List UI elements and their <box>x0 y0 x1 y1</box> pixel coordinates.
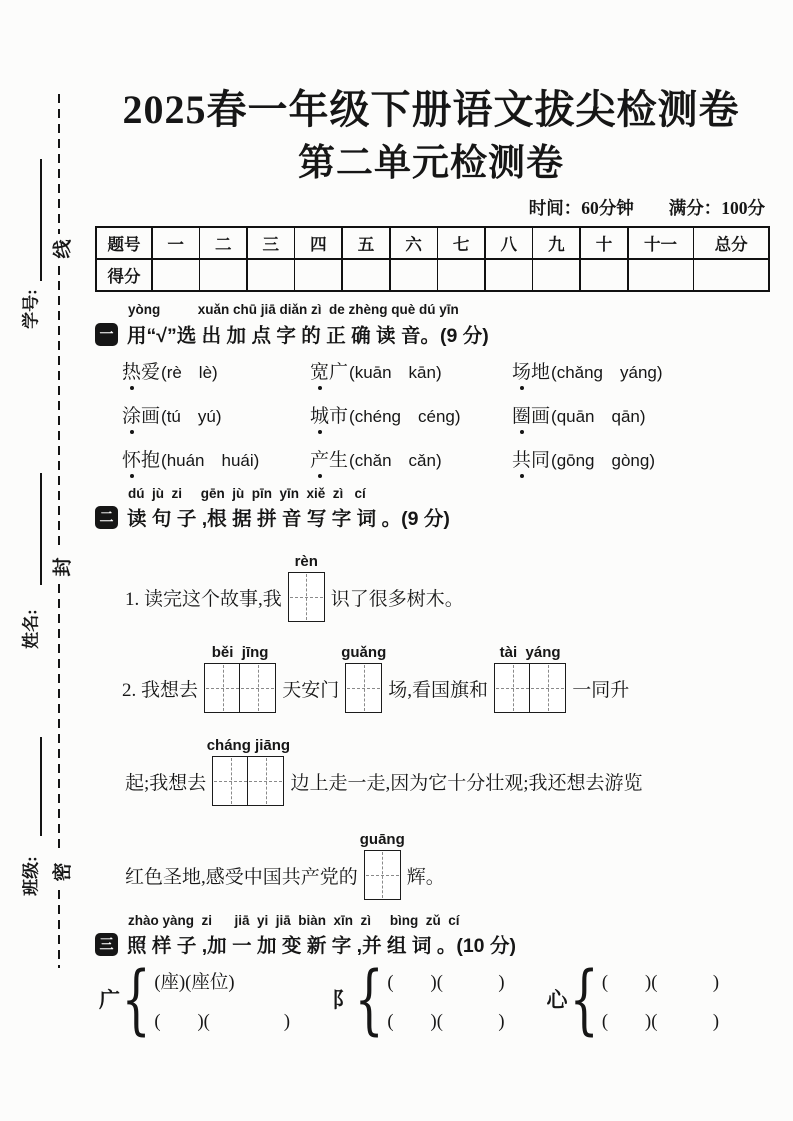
sentence-text: 2. 我想去 <box>122 679 199 701</box>
answer-rows <box>602 968 719 1031</box>
seal-line-segment <box>58 584 60 854</box>
pinyin-options[interactable]: (huán huái) <box>161 451 260 470</box>
question-col-header: 四 <box>295 228 341 258</box>
q1-heading-text: 用“√”选 出 加 点 字 的 正 确 读 音。(9 分) <box>127 325 489 347</box>
question-col-header: 七 <box>438 228 484 258</box>
word-item <box>512 357 742 385</box>
q2-heading-pinyin: dú jù zi gēn jù pīn yīn xiě zì cí <box>128 486 366 501</box>
pinyin-label: guǎng <box>341 644 387 661</box>
q2-number-icon: 二 <box>95 506 118 529</box>
writing-box[interactable] <box>364 850 401 900</box>
example-answer: (座)(座位) <box>154 972 235 993</box>
score-cell[interactable] <box>295 260 341 290</box>
q1-number-icon: 一 <box>95 323 118 346</box>
q3-heading-pinyin: zhào yàng zi jiā yi jiā biàn xīn zì bìng zǔ cí <box>128 913 460 928</box>
pinyin-label: guāng <box>359 831 405 848</box>
writing-box[interactable] <box>529 663 566 713</box>
sentence-text: 红色圣地,感受中国共产党的 <box>125 866 358 888</box>
score-cell[interactable] <box>486 260 532 290</box>
writing-box[interactable] <box>288 572 325 622</box>
writing-box-group <box>341 644 387 713</box>
brace: { <box>121 954 151 1043</box>
sentence-text: 一同升 <box>572 679 630 701</box>
student-id-blank[interactable] <box>40 159 42 281</box>
word-text: 涂画 <box>122 401 160 428</box>
student-id-label: 学号: <box>21 289 41 329</box>
writing-box[interactable] <box>239 663 276 713</box>
dotted-char: 涂 <box>122 401 141 428</box>
question-col-header: 二 <box>200 228 246 258</box>
radical-group <box>546 954 720 1043</box>
seal-line-segment <box>58 266 60 550</box>
paper-title: 2025春一年级下册语文拔尖检测卷 <box>122 87 740 132</box>
answer-blank[interactable]: ( )( ) <box>387 1011 505 1032</box>
writing-box[interactable] <box>494 663 531 713</box>
writing-box-group <box>494 644 566 713</box>
q1-heading <box>95 320 489 348</box>
word-item <box>512 445 742 473</box>
word-text: 场地 <box>512 357 550 384</box>
sentence-line <box>125 737 643 805</box>
sentence-text: 辉。 <box>406 866 445 888</box>
sentence-text: 边上走一走,因为它十分壮观;我还想去游览 <box>290 772 643 794</box>
score-cell[interactable] <box>438 260 484 290</box>
q1-word-grid <box>122 357 742 473</box>
class-blank[interactable] <box>40 737 42 836</box>
word-item <box>310 357 512 385</box>
sentence-line <box>125 831 445 899</box>
sentence-line <box>125 553 464 621</box>
q2-heading <box>95 503 450 531</box>
radical-group <box>332 954 505 1043</box>
pinyin-options[interactable]: (chéng céng) <box>349 407 461 426</box>
base-character: 阝 <box>332 988 354 1012</box>
writing-box-group <box>288 553 325 622</box>
word-text: 热爱 <box>122 357 160 384</box>
sentence-text: 起;我想去 <box>125 772 207 794</box>
dotted-char: 场 <box>512 357 531 384</box>
pinyin-options[interactable]: (quān qān) <box>551 407 646 426</box>
dotted-char: 城 <box>310 401 329 428</box>
answer-blank[interactable]: ( )( ) <box>601 972 720 993</box>
q3-number-icon: 三 <box>95 933 118 956</box>
answer-blank[interactable]: ( )( ) <box>601 1011 720 1032</box>
answer-blank[interactable]: ( )( ) <box>154 1011 291 1032</box>
sentence-line <box>122 644 630 712</box>
pinyin-options[interactable]: (gōng gòng) <box>551 451 655 470</box>
brace: { <box>354 954 384 1043</box>
word-text: 共同 <box>512 445 550 472</box>
writing-box[interactable] <box>204 663 241 713</box>
dotted-char: 圈 <box>512 401 531 428</box>
score-cell[interactable] <box>533 260 579 290</box>
score-cell[interactable] <box>200 260 246 290</box>
question-col-header: 十一 <box>629 228 693 258</box>
writing-box[interactable] <box>345 663 382 713</box>
word-item <box>310 445 512 473</box>
answer-rows <box>387 968 504 1031</box>
word-text: 怀抱 <box>122 445 160 472</box>
seal-char-mi: 密 <box>52 862 74 882</box>
question-col-header: 九 <box>533 228 579 258</box>
question-col-header: 总分 <box>694 228 768 258</box>
writing-box[interactable] <box>212 756 249 806</box>
score-cell[interactable] <box>391 260 437 290</box>
question-col-header: 八 <box>486 228 532 258</box>
dotted-char: 产 <box>310 445 329 472</box>
sentence-text: 天安门 <box>282 679 340 701</box>
pinyin-label: běi jīng <box>211 644 269 661</box>
pinyin-options[interactable]: (chǎn cǎn) <box>349 451 442 470</box>
pinyin-label: tài yáng <box>499 644 561 661</box>
score-table-corner: 题号 <box>97 228 151 258</box>
seal-char-xian: 线 <box>52 239 74 259</box>
answer-blank[interactable]: ( )( ) <box>387 972 505 993</box>
student-name-blank[interactable] <box>40 473 42 585</box>
base-character: 心 <box>546 988 568 1012</box>
student-name-label: 姓名: <box>21 609 41 649</box>
score-cell[interactable] <box>248 260 294 290</box>
dotted-char: 宽 <box>310 357 329 384</box>
score-table <box>95 226 770 292</box>
score-cell[interactable] <box>581 260 627 290</box>
q3-radical-groups <box>99 954 720 1043</box>
score-cell[interactable] <box>629 260 693 290</box>
score-row-label: 得分 <box>97 260 151 290</box>
answer-rows <box>154 968 290 1031</box>
base-character: 广 <box>99 988 120 1012</box>
word-item <box>512 401 742 429</box>
q1-heading-pinyin: yòng xuǎn chū jiā diǎn zì de zhèng què dú yīn <box>128 302 459 317</box>
pinyin-options[interactable]: (tú yú) <box>161 407 222 426</box>
word-text: 宽广 <box>310 357 348 384</box>
dotted-char: 怀 <box>122 445 141 472</box>
word-text: 圈画 <box>512 401 550 428</box>
writing-box[interactable] <box>247 756 284 806</box>
pinyin-label: cháng jiāng <box>206 737 291 754</box>
seal-line-segment <box>58 890 60 968</box>
pinyin-options[interactable]: (rè lè) <box>161 363 218 382</box>
sentence-text: 1. 读完这个故事,我 <box>125 588 282 610</box>
paper-subtitle: 第二单元检测卷 <box>298 143 564 184</box>
writing-box-group <box>206 737 291 806</box>
brace: { <box>569 954 599 1043</box>
question-col-header: 一 <box>153 228 199 258</box>
word-text: 城市 <box>310 401 348 428</box>
seal-char-feng: 封 <box>52 557 74 577</box>
word-item <box>310 401 512 429</box>
pinyin-options[interactable]: (chǎng yáng) <box>551 363 663 382</box>
dotted-char: 热 <box>122 357 141 384</box>
sentence-text: 识了很多树木。 <box>330 588 464 610</box>
pinyin-label: rèn <box>294 553 318 570</box>
question-col-header: 三 <box>248 228 294 258</box>
word-item <box>122 445 310 473</box>
word-text: 产生 <box>310 445 348 472</box>
question-col-header: 五 <box>343 228 389 258</box>
sentence-text: 场,看国旗和 <box>388 679 488 701</box>
q3-heading-text: 照 样 子 ,加 一 加 变 新 字 ,并 组 词 。(10 分) <box>127 935 516 957</box>
pinyin-options[interactable]: (kuān kān) <box>349 363 442 382</box>
score-cell[interactable] <box>343 260 389 290</box>
time-score-info: 时间：60分钟 满分：100分 <box>528 198 765 218</box>
radical-group <box>99 954 291 1043</box>
score-cell[interactable] <box>153 260 199 290</box>
class-label: 班级: <box>21 856 41 896</box>
writing-box-group <box>359 831 405 900</box>
question-col-header: 六 <box>391 228 437 258</box>
writing-box-group <box>204 644 276 713</box>
dotted-char: 共 <box>512 445 531 472</box>
score-cell[interactable] <box>694 260 768 290</box>
word-item <box>122 357 310 385</box>
q2-heading-text: 读 句 子 ,根 据 拼 音 写 字 词 。(9 分) <box>127 508 450 530</box>
q3-heading <box>95 930 516 958</box>
question-col-header: 十 <box>581 228 627 258</box>
seal-line-segment <box>58 94 60 234</box>
word-item <box>122 401 310 429</box>
